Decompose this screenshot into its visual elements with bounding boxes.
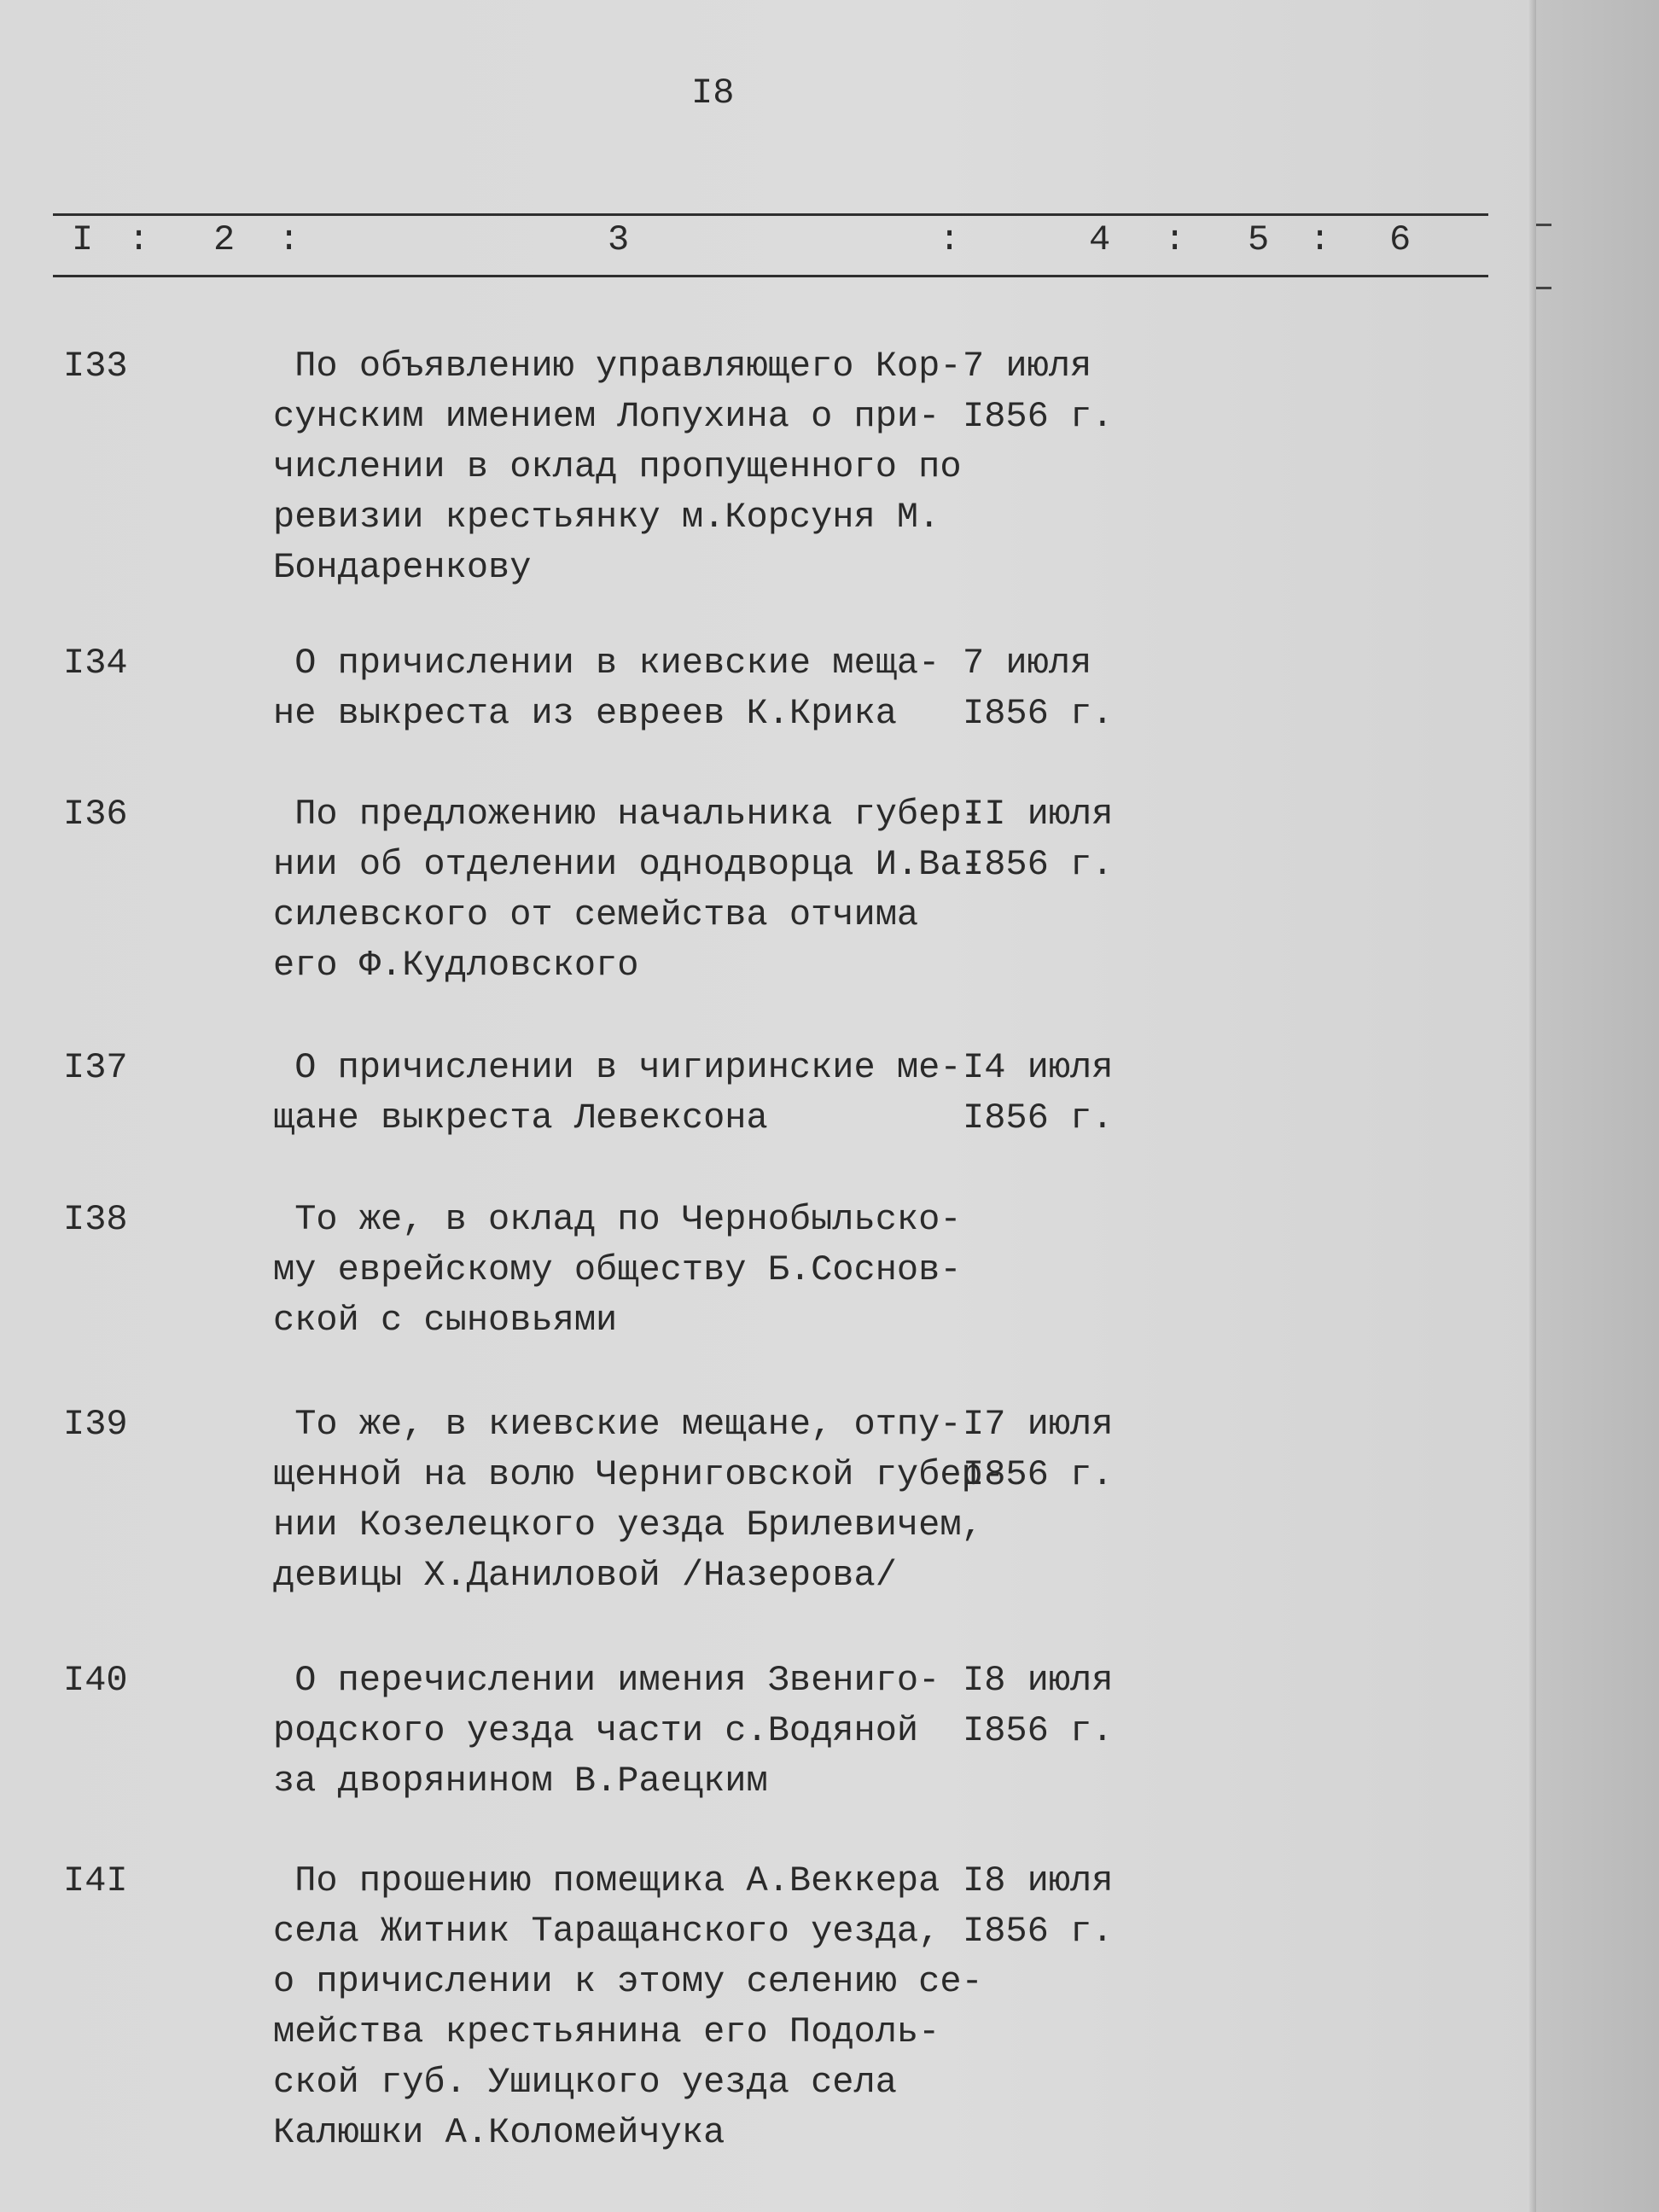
entry-date-line: I7 июля (963, 1404, 1114, 1445)
entry-number: I4I (63, 1860, 128, 1901)
entry-text-line: ской с сыновьями (273, 1300, 618, 1341)
entry-date-line: I8 июля (963, 1860, 1114, 1901)
entry-text-line: его Ф.Кудловского (273, 945, 639, 986)
page-edge (1528, 0, 1536, 2212)
entry-text-line: числении в оклад пропущенного по (273, 446, 962, 487)
entry-text-line: О причислении в чигиринские ме- (273, 1047, 962, 1088)
entry-text-line: По объявлению управляющего Кор- (273, 346, 962, 387)
entry-date-line: 7 июля (963, 346, 1092, 387)
entry-text-line: Калюшки А.Коломейчука (273, 2112, 725, 2153)
column-separator: : (278, 219, 300, 260)
entry-text-line: не выкреста из евреев К.Крика (273, 693, 897, 734)
entry-text-line: о причислении к этому селению се- (273, 1961, 983, 2002)
column-separator: : (1309, 219, 1331, 260)
underlying-page (1536, 0, 1659, 2212)
entry-date-line: I856 г. (963, 1710, 1114, 1751)
entry-date-line: I856 г. (963, 396, 1114, 437)
column-header-6: 6 (1389, 219, 1412, 260)
entry-text-line: О перечислении имения Звениго- (273, 1660, 940, 1701)
column-header-5: 5 (1248, 219, 1270, 260)
entry-number: I38 (63, 1199, 128, 1240)
entry-number: I36 (63, 794, 128, 835)
column-header-2: 2 (213, 219, 236, 260)
entry-date-line: I856 г. (963, 844, 1114, 885)
entry-number: I37 (63, 1047, 128, 1088)
entry-text-line: нии об отделении однодворца И.Ва- (273, 844, 983, 885)
entry-date-line: II июля (963, 794, 1114, 835)
column-header-1: I (72, 219, 94, 260)
column-separator: : (128, 219, 150, 260)
entry-text-line: По предложению начальника губер- (273, 794, 983, 835)
entry-number: I40 (63, 1660, 128, 1701)
column-header-4: 4 (1089, 219, 1111, 260)
entry-text-line: ской губ. Ушицкого уезда села (273, 2062, 897, 2103)
entry-text-line: за дворянином В.Раецким (273, 1761, 768, 1802)
entry-date-line: I856 г. (963, 1454, 1114, 1495)
page-number: I8 (691, 73, 735, 114)
entry-date-line: I856 г. (963, 693, 1114, 734)
column-separator: : (939, 219, 961, 260)
entry-text-line: сунским имением Лопухина о при- (273, 396, 940, 437)
entry-text-line: щенной на волю Черниговской губер- (273, 1454, 1004, 1495)
entry-text-line: ревизии крестьянку м.Корсуня М. (273, 497, 940, 538)
entry-text-line: села Житник Таращанского уезда, (273, 1911, 940, 1952)
entry-number: I34 (63, 643, 128, 684)
entry-text-line: родского уезда части с.Водяной (273, 1710, 919, 1751)
header-rule-top (53, 213, 1488, 216)
underlying-page-mark (1536, 224, 1551, 226)
underlying-page-mark (1536, 287, 1551, 289)
column-header-3: 3 (608, 219, 630, 260)
header-rule-bottom (53, 275, 1488, 277)
entry-number: I39 (63, 1404, 128, 1445)
entry-text-line: силевского от семейства отчима (273, 894, 919, 935)
entry-text-line: му еврейскому обществу Б.Соснов- (273, 1249, 962, 1290)
entry-date-line: 7 июля (963, 643, 1092, 684)
entry-text-line: нии Козелецкого уезда Брилевичем, (273, 1505, 983, 1545)
entry-number: I33 (63, 346, 128, 387)
entry-text-line: девицы Х.Даниловой /Назерова/ (273, 1555, 897, 1596)
entry-date-line: I8 июля (963, 1660, 1114, 1701)
entry-text-line: Бондаренкову (273, 547, 532, 588)
entry-date-line: I856 г. (963, 1911, 1114, 1952)
column-separator: : (1164, 219, 1186, 260)
entry-text-line: То же, в киевские мещане, отпу- (273, 1404, 962, 1445)
entry-text-line: По прошению помещика А.Веккера (273, 1860, 940, 1901)
entry-text-line: То же, в оклад по Чернобыльско- (273, 1199, 962, 1240)
entry-text-line: О причислении в киевские меща- (273, 643, 940, 684)
entry-text-line: мейства крестьянина его Подоль- (273, 2011, 940, 2052)
entry-date-line: I856 г. (963, 1097, 1114, 1138)
entry-text-line: щане выкреста Левексона (273, 1097, 768, 1138)
entry-date-line: I4 июля (963, 1047, 1114, 1088)
